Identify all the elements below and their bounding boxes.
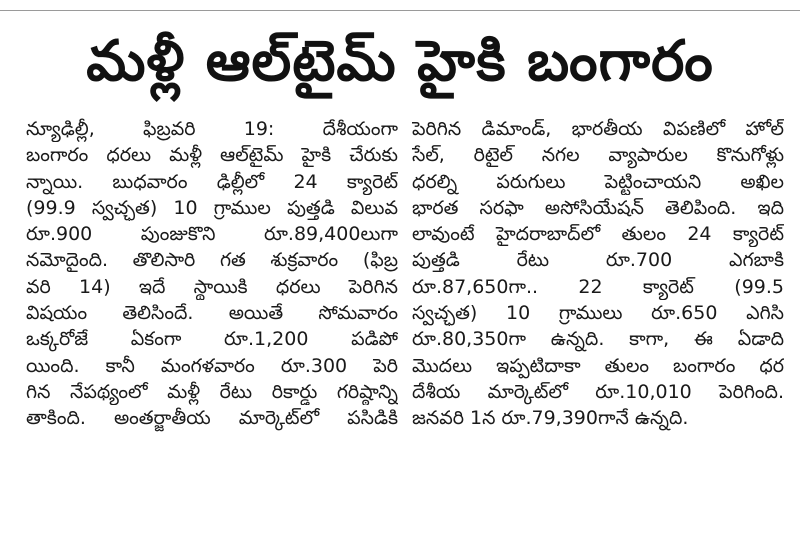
body-line: పెరిగిన డిమాండ్, భారతీయ విపణిలో హోల్ (412, 118, 784, 140)
body-line: న్యూఢిల్లీ, ఫిబ్రవరి 19: దేశీయంగా (26, 118, 398, 140)
body-line: పుత్తడి రేటు రూ.700 ఎగబాకి (412, 249, 784, 272)
body-line: మొదలు ఇప్పటిదాకా తులం బంగారం ధర (412, 354, 784, 377)
body-line: ధరల్ని పరుగులు పెట్టించాయని అఖిల (412, 170, 784, 193)
body-line: సేల్, రిటైల్ నగల వ్యాపారుల కొనుగోళ్లు (412, 144, 784, 167)
body-line: దేశీయ మార్కెట్‌లో రూ.10,010 పెరిగింది. (412, 380, 784, 403)
body-line: (99.9 స్వచ్ఛత) 10 గ్రాముల పుత్తడి విలువ (26, 196, 398, 219)
previous-article-cutoff (0, 0, 800, 11)
body-line: విషయం తెలిసిందే. అయితే సోమవారం (26, 302, 398, 325)
body-line: ఒక్కరోజే ఏకంగా రూ.1,200 పడిపో (26, 328, 398, 351)
body-line: జనవరి 1న రూ.79,390గానే ఉన్నది. (412, 407, 689, 430)
body-line: లావుంటే హైదరాబాద్‌లో తులం 24 క్యారెట్ (412, 223, 784, 246)
body-line: యింది. కానీ మంగళవారం రూ.300 పెరి (26, 354, 398, 377)
body-line: తాకింది. అంతర్జాతీయ మార్కెట్‌లో పసిడికి (26, 407, 398, 430)
body-line: బంగారం ధరలు మళ్లీ ఆల్‌టైమ్ హైకి చేరుకు (26, 144, 398, 167)
body-line: రూ.80,350గా ఉన్నది. కాగా, ఈ ఏడాది (412, 328, 784, 351)
right-column (412, 116, 784, 432)
body-line: వరి 14) ఇదే స్థాయికి ధరలు పెరిగిన (26, 275, 398, 298)
body-line: భారత సరఫా అసోసియేషన్ తెలిపింది. ఇది (412, 196, 784, 219)
body-line: న్నాయి. బుధవారం ఢిల్లీలో 24 క్యారెట్ (26, 170, 398, 193)
body-line: రూ.900 పుంజుకొని రూ.89,400లుగా (26, 223, 398, 246)
body-line: రూ.87,650గా.. 22 క్యారెట్ (99.5 (412, 275, 784, 298)
body-line: గిన నేపథ్యంలో మళ్లీ రేటు రికార్డు గరిష్ఠాన్ని (26, 380, 398, 403)
headline: మళ్లీ ఆల్‌టైమ్ హైకి బంగారం (86, 29, 714, 94)
left-column (26, 116, 398, 432)
body-line: నమోదైంది. తొలిసారి గత శుక్రవారం (ఫిబ్ర (26, 249, 398, 272)
body-line: స్వచ్ఛత) 10 గ్రాములు రూ.650 ఎగిసి (412, 302, 784, 325)
